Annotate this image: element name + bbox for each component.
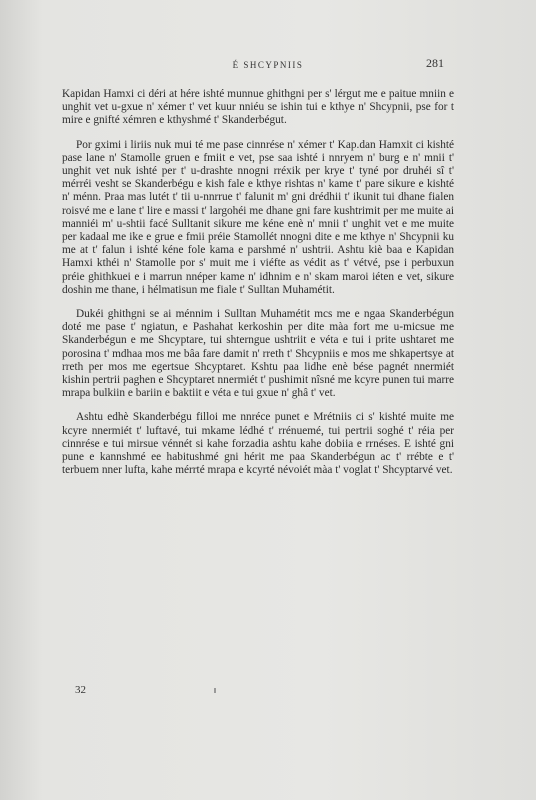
paragraph-3: Dukéi ghithgni se ai ménnim i Sulltan Muhamétit mcs me e ngaa Skanderbégun doté me pase t' ngiatun, e Pashahat kerkoshin per dite màa fort me u-micsue me Skanderbégun e me Shcyptare, tui shterngue ushtriit e véta e tui i prite ushtaret me porosina t' mdhaa mos me bâa fare damit n' rreth t' Shcypniis e mos me shkapertsye at rreth per mos me egertsue Shcyptaret. Kshtu paa lidhe enè bése pagnét nnermiét kishin pertrii paghen e Shcyptaret nnermiét t' pushimit nîsné me kcyre punen tui marre mrapa bulkiin e bariin e baktiit e véta e tui gxue n' ghâ t' vet. — [62, 308, 454, 400]
running-head: É SHCYPNIIS — [232, 60, 304, 70]
print-speck — [214, 688, 216, 693]
signature-mark: 32 — [75, 684, 86, 696]
paragraph-1: Kapidan Hamxi ci déri at hére ishté munnue ghithgni per s' lérgut me e paitue mniin e unghit vet u-gxue n' xémer t' vet kuur nniéu se ishin tui e kthye n' Shcypnii, pse for t mire e gnifté xémren e kthyshmé t' Skanderbégut. — [62, 88, 454, 127]
paragraph-2: Por gximi i liriis nuk mui té me pase cinnrése n' xémer t' Kap.dan Hamxit ci kishté pase lane n' Stamolle gruen e fmiit e vet, pse saa ishté i nnryem n' burg e n' mnii t' unghit vet nuk ishté per t' u-drashte nnogni rréxik per krye t' tyné por druhéi sî t' mérréi vesht se Skanderbégu e kish fale e kthye rishtas n' kame t' pare sikure e kishté n' ménn. Praa mas lutét t' tii u-nnrrue t' falunit m' gni drédhii t' ikunit tui dhane fialen roisvé me e lane t' lire e massi t' largohéi me dhane gni fare kushtrimit per me muite ai manniéi m' u-shtii facé Sulltanit sikure me kéne enè n' mnii t' unghit vet e me muite per kadaal me ike e grue e fmii préie Stamollét nnogni dite e me kthye n' Shcypnii ku me at t' falun i ishté kéne fole kama e parshmé n' ushtrii. Ashtu kiè baa e Kapidan Hamxi kthéi n' Stamolle por s' muit me i viéfte as védit as t' vétvé, pse i perbuxun préie ghithkuei e i marrun nnéper kame n' idhnim e n' skam maroi iéten e vet, sikure doshin me thane, i hélmatisun me fiale t' Sulltan Muhamétit. — [62, 138, 454, 296]
body-text — [62, 88, 454, 488]
page-number: 281 — [426, 56, 444, 70]
paragraph-4: Ashtu edhè Skanderbégu filloi me nnréce punet e Mrétniis ci s' kishté muite me kcyre nnermiét t' luftavé, tui mkame lédhé t' rrénuemé, tui pertrii soghé t' réia per cinnrése e tui mirsue vénnét si kahe forzadia ashtu kahe dobiia e rrnéses. E ishté gni pune e kannshmé ee habitushmé gni hérit me paa Skanderbégun ac t' rrébte e t' terbuem nner lufta, kahe mérrté mrapa e kcyrté névoiét màa t' voglat t' Shcyptarvé vet. — [62, 411, 454, 477]
